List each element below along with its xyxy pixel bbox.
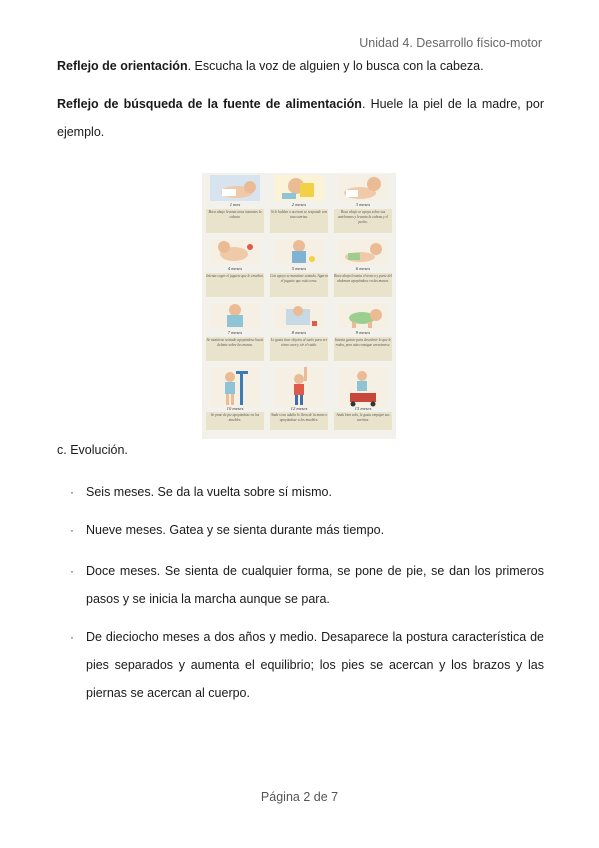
age-caption: Intenta coger el juguete que le enseñan.: [206, 273, 264, 297]
figure-cell: [268, 301, 330, 365]
list-item-text: Seis meses. Se da la vuelta sobre sí mismo.: [86, 485, 332, 499]
baby-sitting-illustration: [210, 303, 260, 329]
age-label: 3 meses: [355, 202, 371, 207]
age-label: 2 meses: [291, 202, 307, 207]
list-item: [57, 478, 544, 506]
figure-cell: [204, 301, 266, 365]
figure-cell: [332, 237, 394, 301]
age-label: 9 meses: [355, 330, 371, 335]
age-label: 12 meses: [290, 406, 308, 411]
age-label: 4 meses: [227, 266, 243, 271]
baby-walking-hand-held-illustration: [274, 367, 324, 407]
age-caption: Se pone de pie apoyándose en los muebles.: [206, 412, 264, 430]
figure-cell: [332, 365, 394, 429]
age-label: 8 meses: [291, 330, 307, 335]
bullet-marker: ·: [70, 630, 74, 644]
age-label: 10 meses: [226, 406, 244, 411]
figure-cell: [204, 173, 266, 237]
age-caption: Si le hablan o acercan se responde con una sonrisa.: [270, 209, 328, 233]
paragraph-text: . Escucha la voz de alguien y lo busca con la cabeza.: [187, 59, 484, 73]
baby-throwing-objects-illustration: [274, 303, 324, 329]
paragraph-bold-term: Reflejo de búsqueda de la fuente de alimentación: [57, 97, 362, 111]
paragraph-text: . Huele la piel de la madre, por ejemplo.: [57, 97, 544, 139]
paragraph-orientation-reflex: [57, 52, 544, 80]
list-item: [57, 516, 544, 544]
list-item: [57, 557, 544, 613]
baby-pushing-up-illustration: [338, 239, 388, 265]
bullet-marker: ·: [70, 564, 74, 578]
figure-cell: [204, 237, 266, 301]
baby-reaching-illustration: [210, 239, 260, 265]
age-label: 1 mes: [229, 202, 241, 207]
page-header: Unidad 4. Desarrollo físico-motor: [359, 36, 542, 50]
age-label: 7 meses: [227, 330, 243, 335]
figure-cell: [332, 173, 394, 237]
age-caption: Boca abajo levanta el tronco y parte del abdomen apoyándose en las manos.: [334, 273, 392, 297]
baby-sitting-supported-illustration: [274, 239, 324, 265]
baby-standing-furniture-illustration: [210, 367, 260, 407]
list-item: [57, 623, 544, 707]
figure-cell: [204, 365, 266, 429]
age-label: 15 meses: [354, 406, 372, 411]
age-caption: Anda si un adulto lo lleva de la mano o apoyándose a los muebles.: [270, 412, 328, 430]
figure-cell: [268, 237, 330, 301]
age-label: 5 meses: [291, 266, 307, 271]
baby-smiling-illustration: [274, 175, 324, 201]
age-caption: Se mantiene sentado apoyándose hacia delante sobre las manos.: [206, 337, 264, 361]
bullet-marker: ·: [70, 485, 74, 499]
figure-cell: [268, 365, 330, 429]
age-caption: Le gusta tirar objetos al suelo para ver cómo caen y oír el ruido.: [270, 337, 328, 361]
age-caption: Boca abajo levanta unos instantes la cabeza.: [206, 209, 264, 233]
age-caption: Boca abajo se apoya sobre sus antebrazos y levanta la cabeza y el pecho.: [334, 209, 392, 233]
baby-lying-illustration: [210, 175, 260, 201]
baby-head-up-illustration: [338, 175, 388, 201]
age-caption: Anda bien solo, le gusta empujar sus carritos.: [334, 412, 392, 430]
list-item-text: Doce meses. Se sienta de cualquier forma, se pone de pie, se dan los primeros pasos y se inicia la marcha aunque se para.: [86, 564, 544, 606]
age-caption: Con apoyo se mantiene sentado. Agarra el juguete que está cerca.: [270, 273, 328, 297]
figure-cell: [332, 301, 394, 365]
motor-development-figure: [202, 173, 396, 439]
paragraph-bold-term: Reflejo de orientación: [57, 59, 188, 73]
age-caption: Intenta gatear para descubrir lo que le rodea, pero aún consigue arrastrarse.: [334, 337, 392, 361]
figure-cell: [268, 173, 330, 237]
section-title: c. Evolución.: [57, 443, 128, 457]
page-footer: Página 2 de 7: [260, 790, 339, 804]
baby-crawling-illustration: [338, 303, 388, 329]
bullet-marker: ·: [70, 523, 74, 537]
list-item-text: Nueve meses. Gatea y se sienta durante más tiempo.: [86, 523, 385, 537]
list-item-text: De dieciocho meses a dos años y medio. Desaparece la postura característica de pies separados y aumenta el equilibrio; los pies se acercan y los brazos y las piernas se acercan al cuerpo.: [86, 630, 544, 700]
age-label: 6 meses: [355, 266, 371, 271]
paragraph-feeding-reflex: [57, 90, 544, 146]
baby-pushing-cart-illustration: [338, 367, 388, 407]
